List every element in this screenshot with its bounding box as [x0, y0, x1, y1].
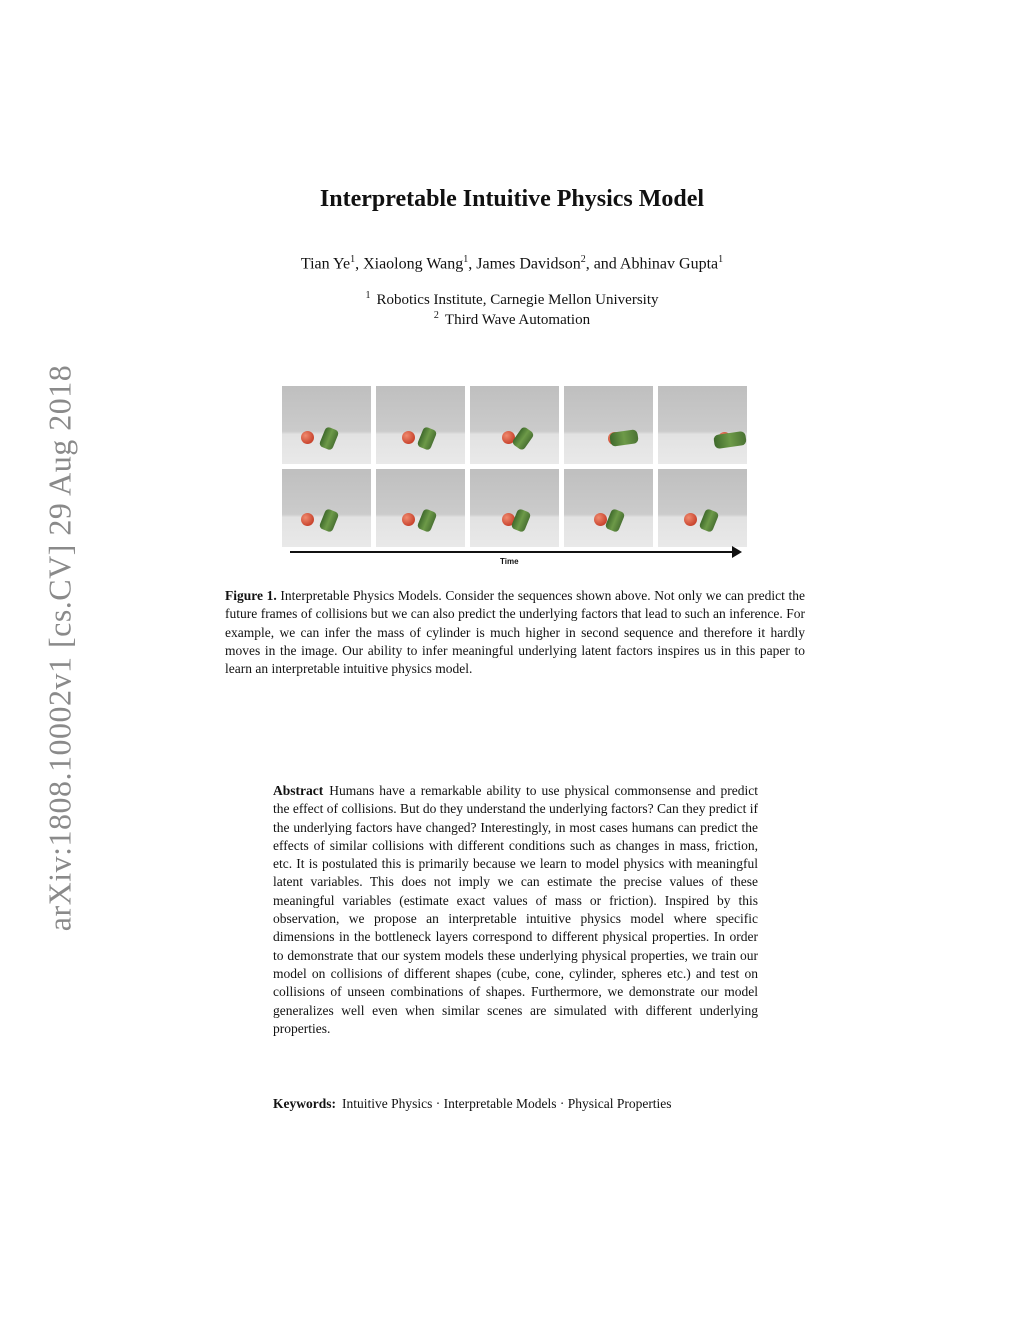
cylinder-object — [605, 508, 626, 533]
abstract — [273, 782, 758, 1038]
caption-text: Interpretable Physics Models. Consider the sequences shown above. Not only we can predict the future frames of collisions but we can also predict the underlying factors that lead to such an inference. For example, we can infer the mass of cylinder is much higher in second sequence and therefore it hardly moves in the image. Our ability to infer meaningful underlying latent factors inspires us in this paper to learn an interpretable intuitive physics model. — [225, 588, 806, 677]
sequence-frame — [376, 469, 465, 547]
sequence-frame — [282, 386, 371, 464]
sequence-frame — [470, 469, 559, 547]
cylinder-object — [609, 429, 639, 447]
cylinder-object — [417, 426, 438, 451]
figure-caption — [225, 587, 805, 678]
figure-collision-sequences — [282, 386, 748, 568]
sequence-frame — [564, 386, 653, 464]
keywords — [273, 1096, 773, 1112]
author-separator: , — [355, 255, 364, 273]
paper-title: Interpretable Intuitive Physics Model — [319, 186, 705, 212]
affiliation-mark: 2 — [433, 310, 439, 321]
sphere-object — [684, 513, 697, 526]
cylinder-object — [699, 508, 720, 533]
affiliation-text: Third Wave Automation — [444, 312, 591, 328]
sequence-frame — [376, 386, 465, 464]
author-name: Abhinav Gupta — [619, 255, 719, 273]
sphere-object — [301, 513, 314, 526]
affiliation-text: Robotics Institute, Carnegie Mellon University — [376, 292, 659, 308]
author-affiliation-mark: 1 — [350, 254, 356, 265]
cylinder-object — [713, 431, 747, 449]
affiliation-mark: 1 — [365, 290, 371, 301]
arxiv-side-stamp: arXiv:1808.10002v1 [cs.CV] 29 Aug 2018 — [41, 364, 78, 932]
sphere-object — [301, 431, 314, 444]
time-axis-label: Time — [500, 557, 519, 566]
cylinder-object — [511, 426, 535, 451]
sequence-frame — [470, 386, 559, 464]
author-affiliation-mark: 1 — [718, 254, 724, 265]
cylinder-object — [417, 508, 438, 533]
author-list — [0, 254, 1024, 273]
sequence-frame — [564, 469, 653, 547]
affiliation — [0, 310, 1024, 329]
abstract-text: Humans have a remarkable ability to use physical commonsense and predict the effect of collisions. But do they understand the underlying factors? Can they predict if the underlying factors have changed? Interestingly, in most cases humans can predict the effects of similar collisions with different conditions such as changes in mass, friction, etc. It is postulated this is primarily because we learn to model physics with meaningful latent variables. This does not imply we can estimate the precise values of these meaningful variables (estimate exact values of mass or friction). Inspired by this observation, we propose an interpretable intuitive physics model where specific dimensions in the bottleneck layers correspond to different physical properties. In order to demonstrate that our system models these underlying physical properties, we train our model on collisions of different shapes (cube, cone, cylinder, spheres etc.) and test on collisions of unseen combinations of shapes. Furthermore, we demonstrate our model generalizes well even when similar scenes are simulated with different underlying properties. — [273, 783, 758, 1036]
author-separator: , — [468, 255, 477, 273]
sphere-object — [402, 431, 415, 444]
sequence-frame — [658, 469, 747, 547]
author-affiliation-mark: 1 — [463, 254, 469, 265]
sequence-frame — [658, 386, 747, 464]
sequence-frame — [282, 469, 371, 547]
author-name: Tian Ye — [300, 255, 351, 273]
affiliation — [0, 290, 1024, 309]
author-separator: , and — [585, 255, 620, 273]
keywords-heading: Keywords: — [273, 1096, 336, 1111]
cylinder-object — [511, 508, 532, 533]
author-affiliation-mark: 2 — [580, 254, 586, 265]
abstract-heading: Abstract — [273, 783, 324, 798]
caption-label: Figure 1. — [225, 588, 277, 603]
sphere-object — [402, 513, 415, 526]
author-name: James Davidson — [476, 255, 581, 273]
cylinder-object — [319, 426, 340, 451]
author-name: Xiaolong Wang — [363, 255, 464, 273]
keywords-text: Intuitive Physics · Interpretable Models · Physical Properties — [342, 1096, 672, 1111]
time-arrow — [290, 551, 738, 553]
cylinder-object — [319, 508, 340, 533]
